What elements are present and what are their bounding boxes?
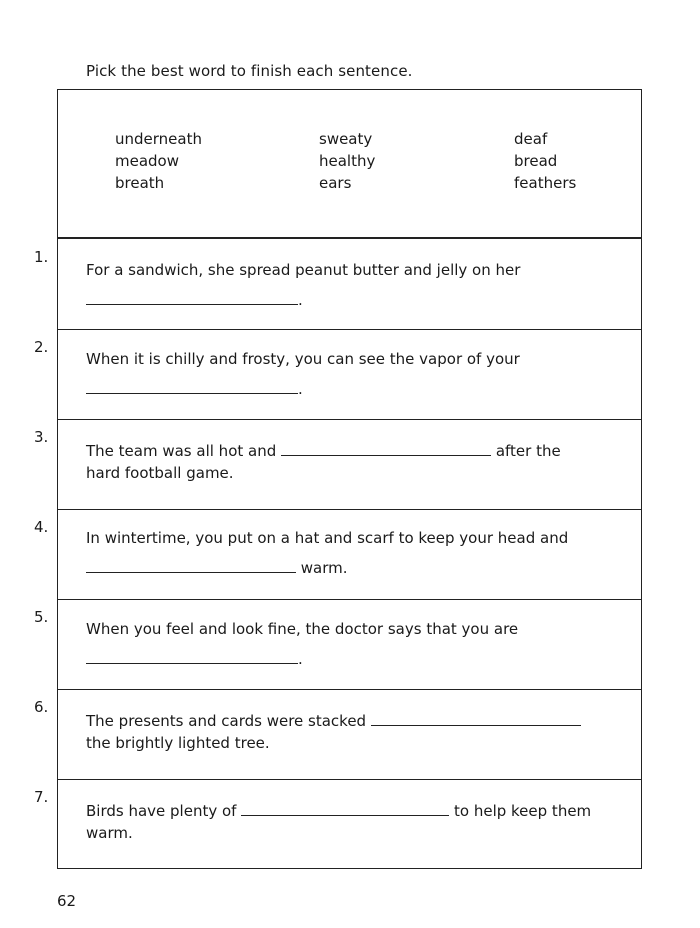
question-1-ending: . [298, 291, 303, 309]
question-5-text: When you feel and look fine, the doctor says that you are [86, 620, 519, 638]
answer-blank-1[interactable] [86, 290, 298, 305]
answer-blank-4[interactable] [86, 558, 296, 573]
answer-blank-7[interactable] [241, 801, 449, 816]
question-number-4: 4. [34, 518, 49, 536]
word-bank [58, 90, 641, 239]
question-number-2: 2. [34, 338, 49, 356]
word-bank-word: underneath [115, 130, 202, 148]
word-bank-column-1 [115, 128, 202, 194]
word-bank-word: ears [319, 174, 352, 192]
answer-blank-6[interactable] [371, 711, 581, 726]
worksheet-frame [57, 89, 642, 869]
question-7 [58, 779, 641, 869]
question-2-text: When it is chilly and frosty, you can see the vapor of your [86, 350, 520, 368]
word-bank-column-3 [514, 128, 576, 194]
instructions: Pick the best word to finish each sentence. [86, 62, 413, 80]
answer-blank-3[interactable] [281, 441, 491, 456]
question-2 [58, 329, 641, 419]
question-number-5: 5. [34, 608, 49, 626]
question-2-ending: . [298, 380, 303, 398]
question-4 [58, 509, 641, 599]
question-7-text-start: Birds have plenty of [86, 802, 237, 820]
answer-blank-2[interactable] [86, 379, 298, 394]
question-7-text-line2: warm. [86, 824, 133, 842]
word-bank-word: bread [514, 152, 558, 170]
question-3-text-end: after the [495, 442, 561, 460]
question-4-text: In wintertime, you put on a hat and scarf to keep your head and [86, 529, 569, 547]
question-6 [58, 689, 641, 779]
word-bank-word: feathers [514, 174, 577, 192]
word-bank-word: deaf [514, 130, 548, 148]
question-number-7: 7. [34, 788, 49, 806]
question-7-text-end: to help keep them [454, 802, 592, 820]
word-bank-word: meadow [115, 152, 179, 170]
question-number-1: 1. [34, 248, 49, 266]
question-3 [58, 419, 641, 509]
question-3-text-start: The team was all hot and [86, 442, 277, 460]
question-6-text-start: The presents and cards were stacked [86, 712, 367, 730]
word-bank-column-2 [319, 128, 375, 194]
page-number: 62 [57, 892, 77, 910]
question-number-3: 3. [34, 428, 49, 446]
word-bank-word: breath [115, 174, 165, 192]
question-5 [58, 599, 641, 689]
question-1 [58, 239, 641, 329]
question-4-ending: warm. [300, 559, 348, 577]
question-5-ending: . [298, 650, 303, 668]
question-1-text: For a sandwich, she spread peanut butter and jelly on her [86, 261, 521, 279]
word-bank-word: sweaty [319, 130, 373, 148]
question-number-6: 6. [34, 698, 49, 716]
question-6-text-line2: the brightly lighted tree. [86, 734, 270, 752]
question-3-text-line2: hard football game. [86, 464, 234, 482]
answer-blank-5[interactable] [86, 649, 298, 664]
word-bank-word: healthy [319, 152, 376, 170]
